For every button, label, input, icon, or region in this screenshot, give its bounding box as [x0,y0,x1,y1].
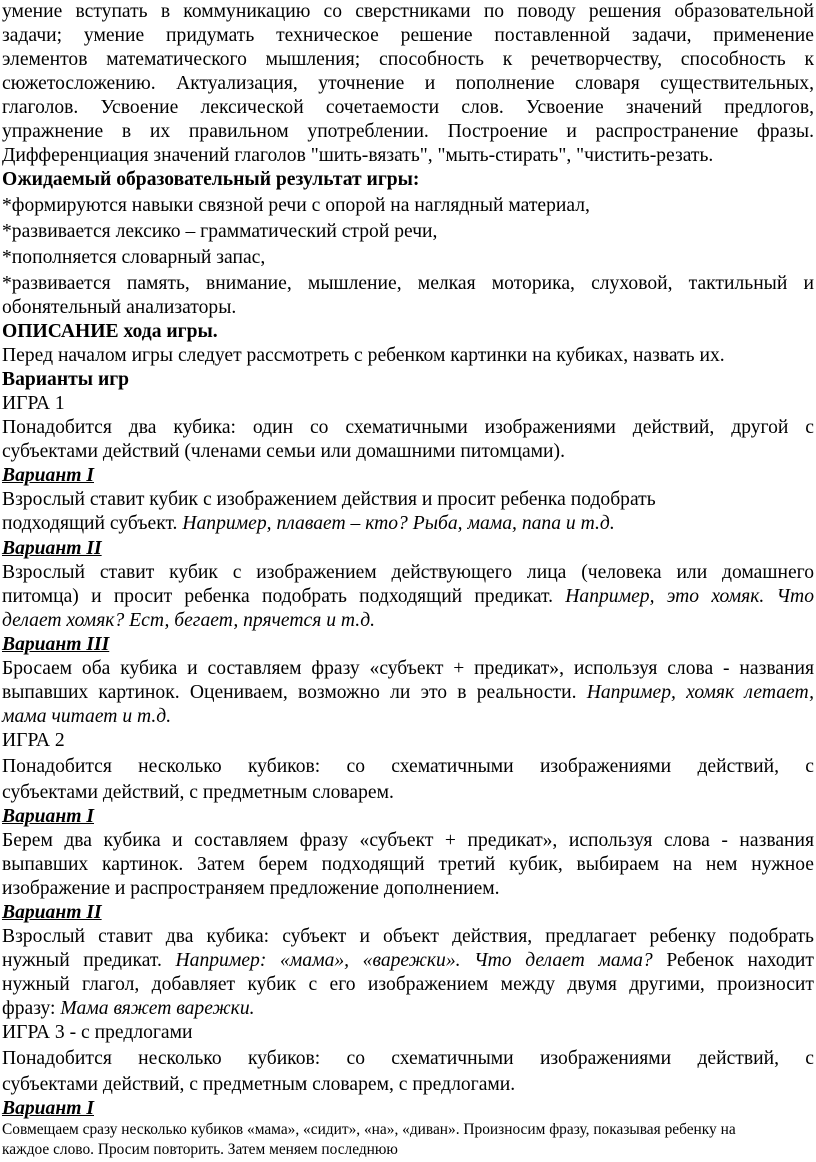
bullet-item: *формируются навыки связной речи с опорой на наглядный материал, [2,195,590,216]
paragraph-line: глаголов. Усвоение лексической сочетаемости слов. Усвоение значений предлогов, [2,97,814,118]
paragraph-line [2,949,814,973]
plain-text: выпавших картинок. Оцениваем, возможно ли это в реальности. [2,682,587,703]
italic-example: Например, плавает – кто? Рыба, мама, папа и т.д. [182,513,615,534]
italic-example: мама читает и т.д. [2,706,172,727]
italic-example: Например: «мама», «варежки». Что делает мама? [175,950,653,971]
plain-text: фразу: [2,998,61,1019]
paragraph-line [2,512,814,536]
paragraph-line: умение вступать в коммуникацию со сверстниками по поводу решения образовательной [2,1,814,22]
paragraph-line: изображение и распространяем предложение дополнением. [2,878,500,899]
paragraph-line: Понадобится несколько кубиков: со схематичными изображениями действий, с [2,756,814,777]
paragraph-line: нужный глагол, добавляет кубик с его изображением между двумя другими, произносит [2,974,814,995]
paragraph-line: Совмещаем сразу несколько кубиков «мама», «сидит», «на», «диван». Произносим фразу, показывая ребенку на [2,1121,736,1138]
game-title: ИГРА 3 - с предлогами [2,1022,193,1043]
paragraph-line: Понадобится несколько кубиков: со схематичными изображениями действий, с [2,1048,814,1069]
bullet-item-continuation: обонятельный анализаторы. [2,297,237,318]
paragraph-line: субъектами действий, с предметным словарем, с предлогами. [2,1074,516,1095]
paragraph-line: Взрослый ставит два кубика: субъект и объект действия, предлагает ребенку подобрать [2,926,814,947]
plain-text: нужный предикат. [2,950,176,971]
paragraph-line: сюжетосложению. Актуализация, уточнение и пополнение словаря существительных, [2,73,814,94]
paragraph-line: Взрослый ставит кубик с изображением действия и просит ребенка подобрать [2,489,656,510]
paragraph-line: Взрослый ставит кубик с изображением действующего лица (человека или домашнего [2,562,814,583]
paragraph-line: выпавших картинок. Затем берем подходящий третий кубик, выбираем на нем нужное [2,854,814,875]
game-title: ИГРА 2 [2,730,65,751]
bullet-item: *развивается память, внимание, мышление, мелкая моторика, слуховой, тактильный и [2,273,814,294]
italic-example: Мама вяжет варежки. [60,998,255,1019]
variant-label: Вариант III [2,634,110,655]
bullet-item: *пополняется словарный запас, [2,247,266,268]
plain-text: питомца) и просит ребенка подобрать подходящий предикат. [2,586,566,607]
section-heading: ОПИСАНИЕ хода игры. [2,321,218,342]
variant-label: Вариант II [2,538,102,559]
paragraph-line: элементов математического мышления; способность к речетворчеству, способность к [2,49,814,70]
plain-text: Ребенок находит [652,950,814,971]
variant-label: Вариант I [2,806,94,827]
paragraph-line: Перед началом игры следует рассмотреть с ребенком картинки на кубиках, назвать их. [2,345,725,366]
paragraph-line [2,997,814,1021]
paragraph-line: Дифференциация значений глаголов "шить-вязать", "мыть-стирать", "чистить-резать. [2,145,714,166]
paragraph-line: задачи; умение придумать техническое решение поставленной задачи, применение [2,25,814,46]
variant-label: Вариант I [2,1098,94,1119]
game-title: ИГРА 1 [2,393,65,414]
italic-example: Например, это хомяк. Что [565,586,814,607]
section-heading: Варианты игр [2,369,130,390]
section-heading: Ожидаемый образовательный результат игры: [2,169,420,190]
paragraph-line: упражнение в их правильном употреблении. Построение и распространение фразы. [2,121,814,142]
plain-text: подходящий субъект. [2,513,183,534]
paragraph-line: Берем два кубика и составляем фразу «субъект + предикат», используя слова - названия [2,830,814,851]
italic-example: делает хомяк? Ест, бегает, прячется и т.д. [2,610,375,631]
italic-example: Например, хомяк летает, [586,682,814,703]
paragraph-line [2,585,814,609]
paragraph-line: субъектами действий, с предметным словарем. [2,782,394,803]
bullet-item: *развивается лексико – грамматический строй речи, [2,221,438,242]
paragraph-line: каждое слово. Просим повторить. Затем меняем последнюю [2,1141,398,1158]
variant-label: Вариант II [2,902,102,923]
paragraph-line: Понадобится два кубика: один со схематичными изображениями действий, другой с [2,417,814,438]
paragraph-line: Бросаем оба кубика и составляем фразу «субъект + предикат», используя слова - названия [2,658,814,679]
variant-label: Вариант I [2,465,94,486]
paragraph-line: субъектами действий (членами семьи или домашними питомцами). [2,441,565,462]
paragraph-line [2,681,814,705]
